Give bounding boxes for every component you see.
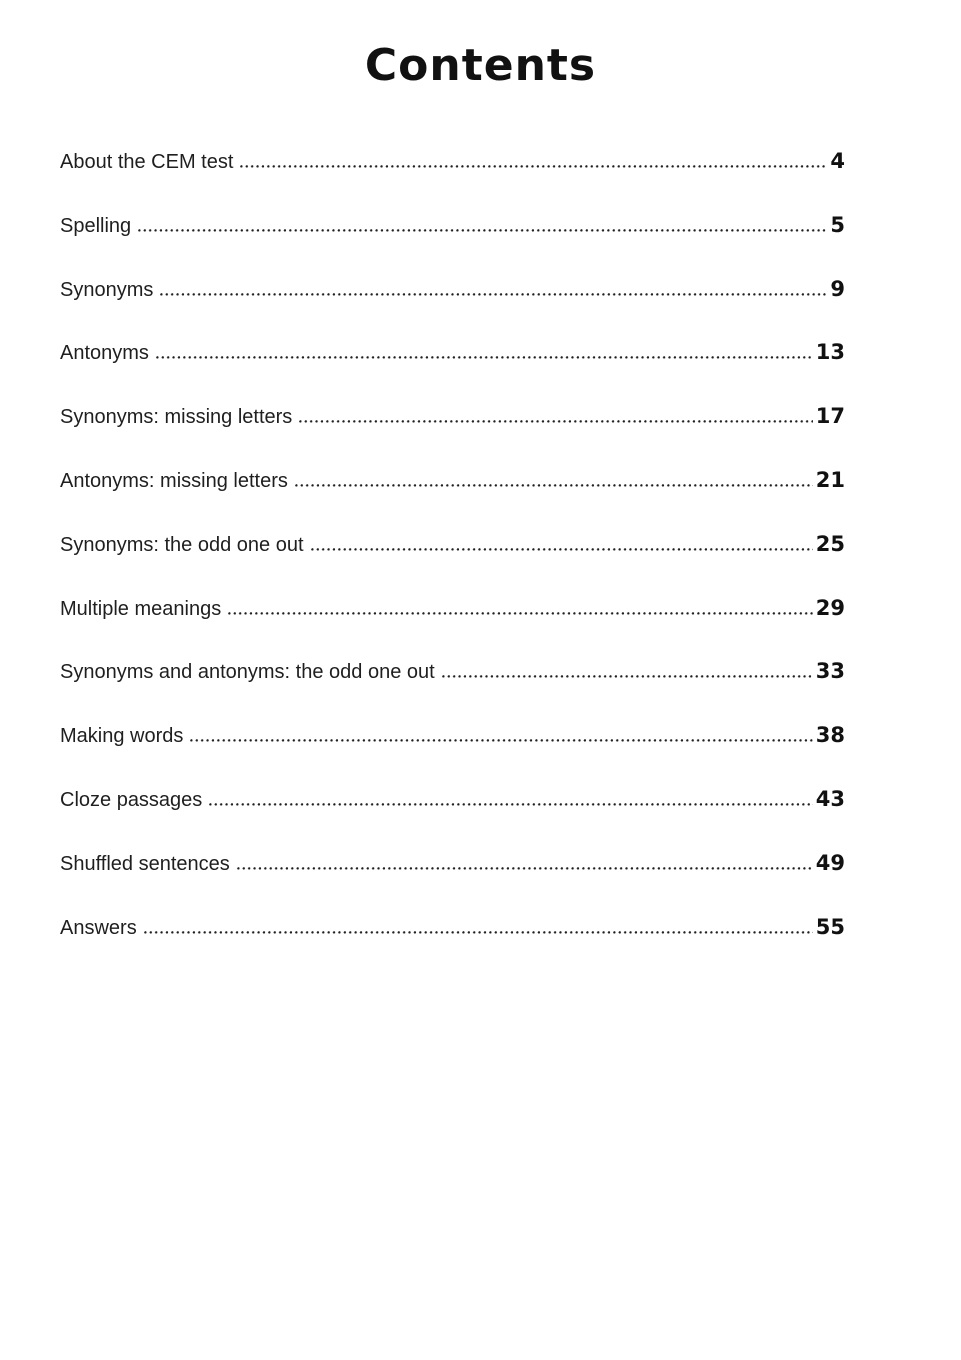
dot-leader [138, 229, 827, 232]
dot-leader [442, 675, 813, 678]
toc-list [60, 149, 845, 978]
toc-entry-label: Synonyms and antonyms: the odd one out [60, 661, 435, 684]
toc-entry-label: Making words [60, 725, 184, 748]
toc-row [60, 723, 845, 787]
toc-entry-label: About the CEM test [60, 151, 234, 173]
dot-leader [190, 739, 812, 742]
toc-row [60, 468, 845, 532]
dot-leader [209, 803, 812, 806]
toc-entry-label: Synonyms: missing letters [60, 406, 293, 429]
toc-row [60, 149, 845, 213]
toc-entry-label: Cloze passages [60, 788, 203, 811]
toc-row [60, 787, 845, 851]
toc-row [60, 596, 845, 660]
toc-entry-page: 21 [815, 467, 845, 492]
toc-row [60, 340, 845, 404]
toc-entry-label: Synonyms [60, 278, 154, 301]
toc-entry-page: 38 [815, 723, 845, 748]
dot-leader [311, 548, 813, 551]
dot-leader [299, 420, 812, 423]
dot-leader [228, 612, 813, 615]
toc-entry-page: 29 [815, 595, 845, 620]
toc-entry-page: 49 [815, 850, 845, 875]
page-title: Contents [364, 40, 597, 91]
toc-entry-label: Antonyms [60, 342, 149, 365]
dot-leader [144, 931, 813, 934]
dot-leader [156, 356, 813, 359]
toc-entry-label: Synonyms: the odd one out [60, 533, 304, 556]
toc-entry-label: Shuffled sentences [60, 852, 230, 875]
toc-entry-page: 17 [815, 404, 845, 429]
toc-entry-page: 4 [830, 149, 845, 173]
toc-entry-page: 55 [815, 914, 845, 939]
dot-leader [237, 867, 813, 870]
toc-entry-label: Antonyms: missing letters [60, 469, 288, 492]
toc-row [60, 659, 845, 723]
toc-entry-page: 43 [815, 786, 845, 811]
toc-row [60, 915, 845, 979]
toc-row [60, 404, 845, 468]
toc-row [60, 851, 845, 915]
toc-entry-page: 5 [830, 212, 845, 237]
toc-entry-page: 25 [815, 531, 845, 556]
toc-row [60, 277, 845, 341]
dot-leader [240, 165, 827, 168]
toc-entry-label: Spelling [60, 214, 132, 237]
toc-entry-page: 9 [830, 276, 845, 301]
toc-entry-page: 33 [815, 659, 845, 684]
toc-entry-page: 13 [815, 340, 845, 365]
toc-entry-label: Multiple meanings [60, 597, 222, 620]
toc-row [60, 532, 845, 596]
dot-leader [160, 293, 827, 296]
dot-leader [295, 484, 813, 487]
toc-row [60, 213, 845, 277]
toc-entry-label: Answers [60, 916, 137, 939]
